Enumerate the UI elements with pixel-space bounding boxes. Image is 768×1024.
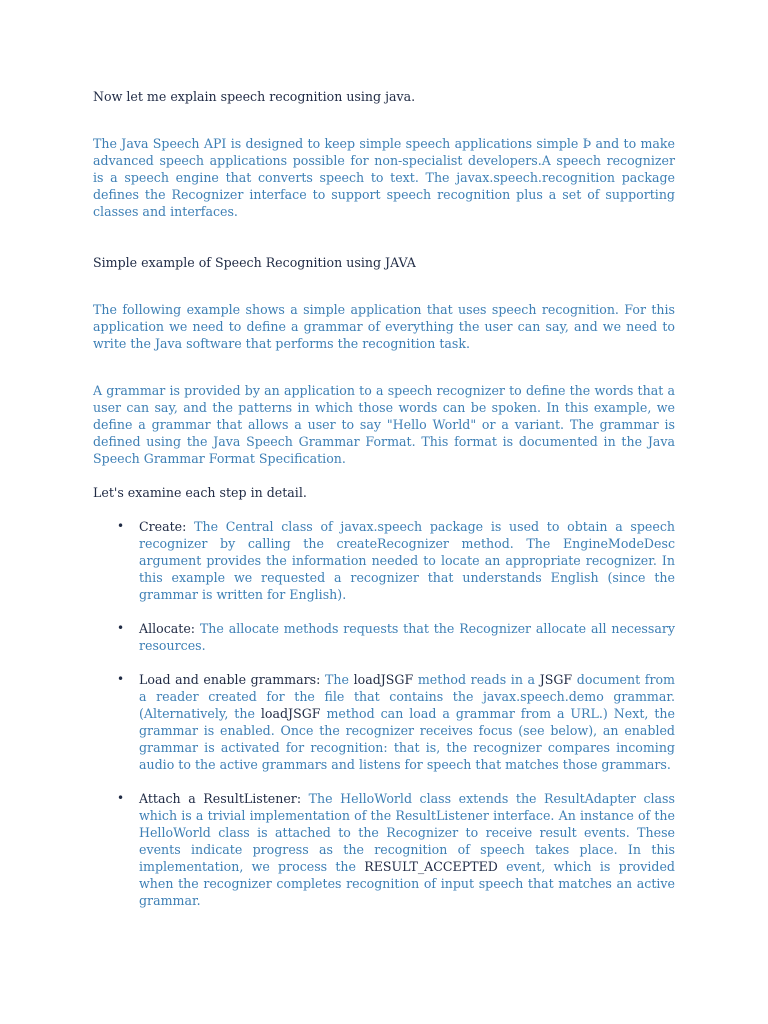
event-name: RESULT_ACCEPTED bbox=[364, 859, 498, 874]
step-text: The Central class of javax.speech package is used to obtain a speech recognizer by calling the createRecognizer method. The EngineModeDesc argument provides the information needed to locate an appropriate recognizer. In this example we requested a recognizer that understands English (since the grammar is written for English). bbox=[139, 519, 675, 602]
document-page bbox=[93, 88, 675, 909]
steps-heading: Let's examine each step in detail. bbox=[93, 485, 307, 500]
paragraph-grammar: A grammar is provided by an application to a speech recognizer to define the words that a user can say, and the patterns in which those words can be spoken. In this example, we define a grammar that allows a user to say "Hello World" or a variant. The grammar is defined using the Java Speech Grammar Format. This format is documented in the Java Speech Grammar Format Specification. bbox=[93, 383, 675, 466]
example-heading: Simple example of Speech Recognition using JAVA bbox=[93, 255, 416, 270]
step-text: method can load a grammar from a URL.) Next, the grammar is enabled. Once the recognizer receives focus (see below), an enabled grammar is activated for recognition: that is, the recognizer compares incoming audio to the active grammars and listens for speech that matches those grammars. bbox=[139, 706, 675, 772]
step-term: Create: bbox=[139, 519, 187, 534]
format-name: JSGF bbox=[539, 672, 573, 687]
bullet-icon: • bbox=[117, 519, 125, 533]
steps-list bbox=[93, 518, 675, 909]
step-text: event, which is provided when the recognizer completes recognition of input speech that matches an active grammar. bbox=[139, 859, 675, 908]
list-item-result-listener bbox=[93, 790, 675, 909]
bullet-icon: • bbox=[117, 621, 125, 635]
step-text: document from a reader created for the file that contains the javax.speech.demo grammar. (Alternatively, the bbox=[139, 672, 675, 721]
step-term: Allocate: bbox=[139, 621, 196, 636]
method-name: loadJSGF bbox=[260, 706, 321, 721]
bullet-icon: • bbox=[117, 791, 125, 805]
bullet-icon: • bbox=[117, 672, 125, 686]
step-text: The bbox=[324, 672, 349, 687]
step-text: The allocate methods requests that the Recognizer allocate all necessary resources. bbox=[139, 621, 675, 653]
step-text: method reads in a bbox=[417, 672, 536, 687]
list-item-load-grammars bbox=[93, 671, 675, 773]
step-term: Load and enable grammars: bbox=[139, 672, 321, 687]
step-term: Attach a ResultListener: bbox=[139, 791, 302, 806]
intro-heading: Now let me explain speech recognition using java. bbox=[93, 89, 416, 104]
step-text: The HelloWorld class extends the ResultAdapter class which is a trivial implementation of the ResultListener interface. An instance of the HelloWorld class is attached to the Recognizer to receive result events. These events indicate progress as the recognition of speech takes place. In this implementation, we process the bbox=[139, 791, 675, 874]
paragraph-java-speech-api: The Java Speech API is designed to keep simple speech applications simple Þ and to make advanced speech applications possible for non-specialist developers.A speech recognizer is a speech engine that converts speech to text. The javax.speech.recognition package defines the Recognizer interface to support speech recognition plus a set of supporting classes and interfaces. bbox=[93, 136, 675, 219]
method-name: loadJSGF bbox=[353, 672, 414, 687]
paragraph-example-overview: The following example shows a simple application that uses speech recognition. For this application we need to define a grammar of everything the user can say, and we need to write the Java software that performs the recognition task. bbox=[93, 302, 675, 351]
list-item-allocate bbox=[93, 620, 675, 654]
list-item-create bbox=[93, 518, 675, 603]
